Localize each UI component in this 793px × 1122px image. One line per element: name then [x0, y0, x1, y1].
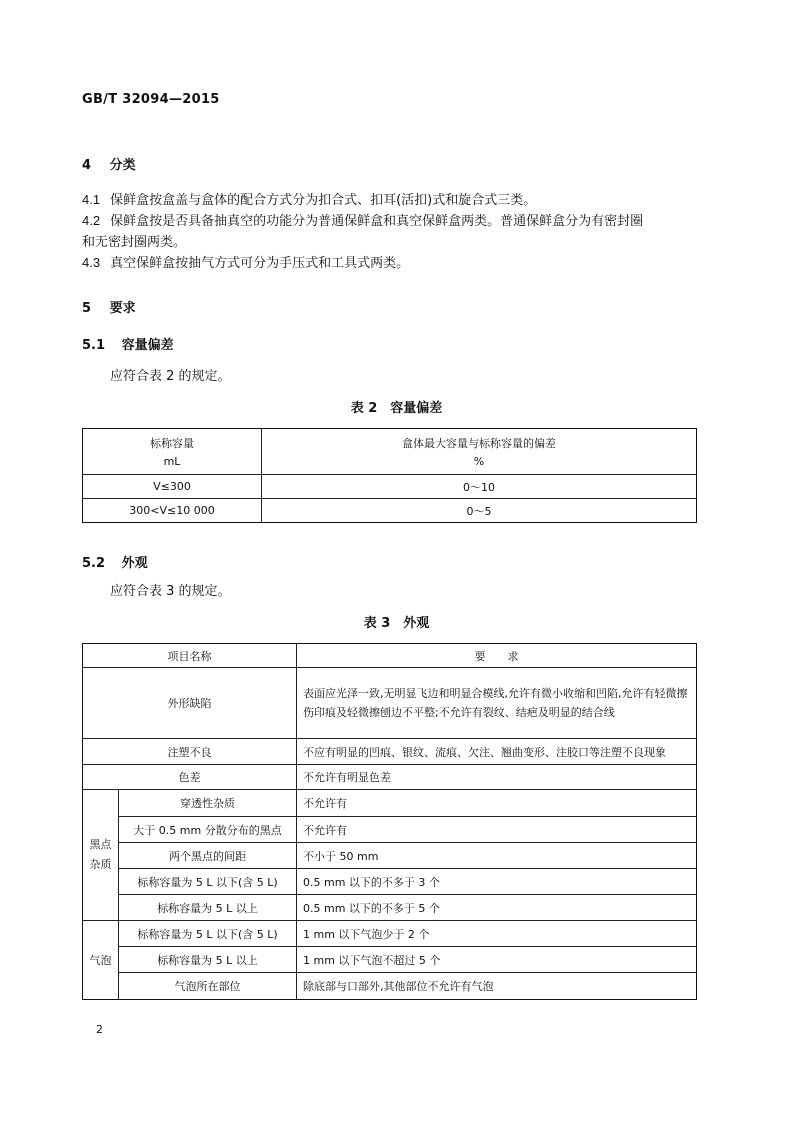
section-5-2-text: 应符合表 3 的规定。 — [110, 584, 231, 599]
standard-code: GB/T 32094—2015 — [82, 92, 220, 107]
item-name: 穿透性杂质 — [119, 790, 297, 817]
section-number: 5 — [82, 301, 92, 316]
section-title: 容量偏差 — [121, 338, 174, 353]
table-3-caption: 表 3 外观 — [363, 616, 430, 631]
page-number: 2 — [96, 1023, 103, 1036]
item-name: 标称容量为 5 L 以下(含 5 L) — [119, 921, 297, 947]
table-2-value: 0～10 — [262, 475, 697, 499]
item-name: 标称容量为 5 L 以下(含 5 L) — [119, 869, 297, 895]
table-2-caption: 表 2 容量偏差 — [350, 401, 443, 416]
table-2-header-capacity — [83, 429, 262, 475]
item-name: 标称容量为 5 L 以上 — [119, 947, 297, 973]
clause-4-3 — [82, 252, 702, 274]
clause-text-continued: 和无密封圈两类。 — [82, 235, 187, 250]
clause-4-2 — [82, 210, 702, 253]
clause-text: 保鲜盒按是否具备抽真空的功能分为普通保鲜盒和真空保鲜盒两类。普通保鲜盒分为有密封圈 — [110, 214, 644, 229]
group-black-spots — [83, 790, 119, 921]
table-2-range: 300<V≤10 000 — [83, 499, 262, 523]
item-name: 气泡所在部位 — [119, 973, 297, 1000]
section-5-heading — [82, 297, 136, 316]
section-5-2-heading — [82, 552, 148, 571]
item-requirement: 除底部与口部外,其他部位不允许有气泡 — [297, 973, 697, 1000]
table-2-header-deviation — [262, 429, 697, 475]
header-unit: % — [473, 455, 485, 468]
header-label: 盒体最大容量与标称容量的偏差 — [402, 437, 556, 450]
item-requirement: 不应有明显的凹痕、银纹、流痕、欠注、翘曲变形、注胶口等注塑不良现象 — [297, 739, 697, 765]
section-title: 外观 — [121, 556, 148, 571]
item-requirement: 0.5 mm 以下的不多于 5 个 — [297, 895, 697, 921]
item-name: 注塑不良 — [83, 739, 297, 765]
section-5-1-text: 应符合表 2 的规定。 — [110, 369, 231, 384]
section-title: 分类 — [109, 158, 136, 173]
item-name: 外形缺陷 — [83, 668, 297, 739]
section-4-heading — [82, 154, 136, 173]
clause-text: 真空保鲜盒按抽气方式可分为手压式和工具式两类。 — [110, 256, 410, 271]
table-2-range: V≤300 — [83, 475, 262, 499]
section-title: 要求 — [109, 301, 136, 316]
section-number: 4 — [82, 158, 92, 173]
header-unit: mL — [163, 455, 181, 468]
item-requirement: 1 mm 以下气泡少于 2 个 — [297, 921, 697, 947]
item-requirement: 1 mm 以下气泡不超过 5 个 — [297, 947, 697, 973]
clause-number: 4.2 — [82, 213, 101, 228]
item-requirement: 表面应光泽一致,无明显飞边和明显合模线,允许有微小收缩和凹陷,允许有轻微擦伤印痕及轻微擦刨边不平整;不允许有裂纹、结疤及明显的结合线 — [297, 668, 697, 739]
table-3-header-requirement: 要 求 — [297, 644, 697, 668]
group-label: 黑点杂质 — [89, 838, 112, 871]
clause-text: 保鲜盒按盒盖与盒体的配合方式分为扣合式、扣耳(活扣)式和旋合式三类。 — [110, 193, 537, 208]
item-requirement: 0.5 mm 以下的不多于 3 个 — [297, 869, 697, 895]
item-name: 色差 — [83, 765, 297, 790]
item-requirement: 不小于 50 mm — [297, 843, 697, 869]
item-name: 大于 0.5 mm 分散分布的黑点 — [119, 817, 297, 843]
table-3-appearance — [82, 643, 697, 1000]
table-2-capacity-deviation — [82, 428, 697, 523]
item-requirement: 不允许有 — [297, 817, 697, 843]
section-number: 5.2 — [82, 556, 106, 571]
item-requirement: 不允许有明显色差 — [297, 765, 697, 790]
clause-number: 4.1 — [82, 192, 101, 207]
section-5-1-heading — [82, 334, 174, 353]
table-2-value: 0～5 — [262, 499, 697, 523]
item-name: 标称容量为 5 L 以上 — [119, 895, 297, 921]
clause-number: 4.3 — [82, 255, 101, 270]
item-name: 两个黑点的间距 — [119, 843, 297, 869]
table-3-header-item: 项目名称 — [83, 644, 297, 668]
section-number: 5.1 — [82, 338, 106, 353]
group-bubbles: 气泡 — [83, 921, 119, 1000]
clause-4-1 — [82, 189, 702, 211]
item-requirement: 不允许有 — [297, 790, 697, 817]
header-label: 标称容量 — [150, 437, 194, 450]
